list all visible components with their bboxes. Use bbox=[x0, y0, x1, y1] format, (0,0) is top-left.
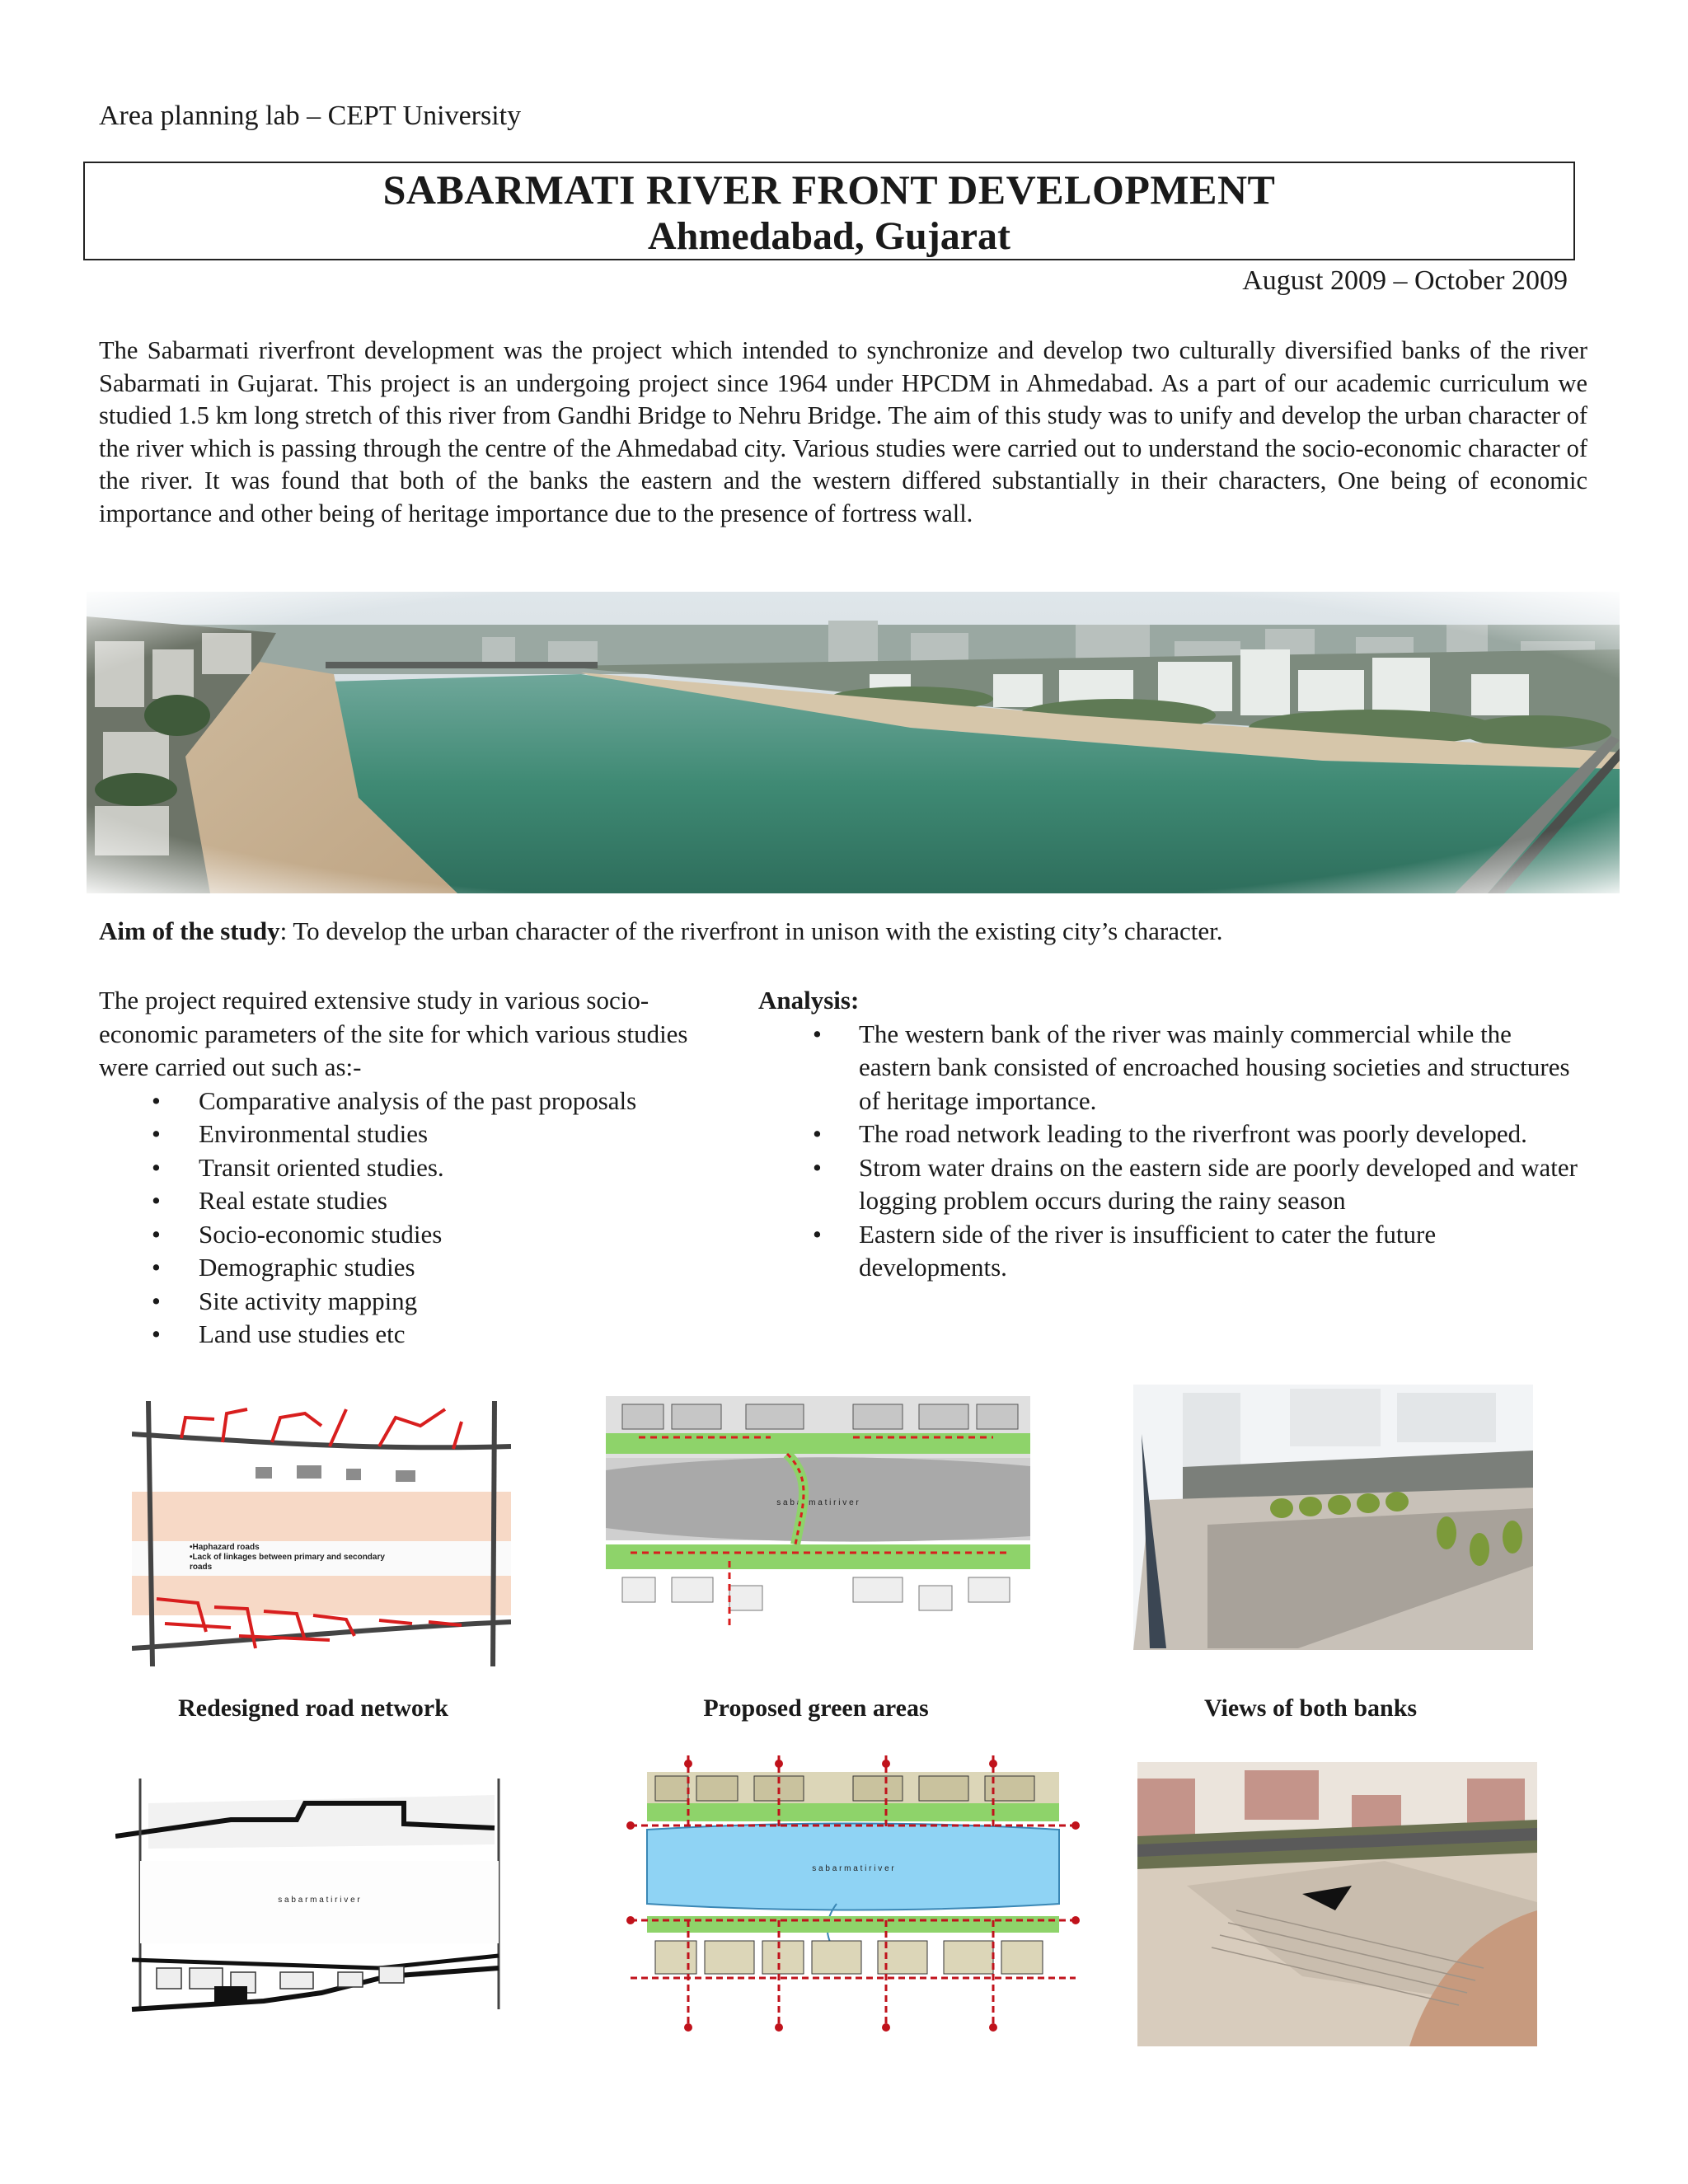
redesigned-road-network-map bbox=[115, 1770, 523, 2018]
aim-statement bbox=[99, 916, 1599, 946]
river-label: s a b a r m a t i r i v e r bbox=[812, 1864, 894, 1873]
list-item: • The road network leading to the riverfront was poorly developed. bbox=[758, 1118, 1582, 1151]
list-item: • Socio-economic studies bbox=[99, 1218, 742, 1252]
title-box bbox=[83, 162, 1575, 260]
map-note: roads bbox=[190, 1563, 213, 1572]
map-note: •Lack of linkages between primary and secondary bbox=[190, 1553, 385, 1562]
intro-paragraph: The Sabarmati riverfront development was the project which intended to synchronize and develop two culturally diversified banks of the river Sabarmati in Gujarat. This project is an undergoing project since 1964 under HPCDM in Ahmedabad. As a part of our academic curriculum we studied 1.5 km long stretch of this river from Gandhi Bridge to Nehru Bridge. The aim of this study was to unify and develop the urban character of the river which is passing through the centre of the Ahmedabad city. Various studies were carried out to understand the socio-economic character of the river. It was found that both of the banks the eastern and the western differed substantially in their characters, One being of economic importance and other being of heritage importance due to the presence of fortress wall. bbox=[99, 336, 1587, 527]
river-label: s a b a r m a t i r i v e r bbox=[278, 1896, 360, 1905]
studies-intro: The project required extensive study in various socio- economic parameters of the site for which various studies were carried out such as:- bbox=[99, 986, 688, 1081]
project-dates: August 2009 – October 2009 bbox=[1242, 265, 1568, 296]
green-areas-map-top bbox=[606, 1388, 1030, 1660]
list-item: • Transit oriented studies. bbox=[99, 1151, 742, 1185]
analysis-heading: Analysis: bbox=[758, 986, 860, 1015]
bank-view-render-top bbox=[1133, 1385, 1533, 1650]
aim-label: Aim of the study bbox=[99, 916, 280, 945]
list-item: • Eastern side of the river is insufficient to cater the future developments. bbox=[758, 1218, 1582, 1285]
list-item: • The western bank of the river was mainly commercial while the eastern bank consisted of encroached housing societies and structures of heritage importance. bbox=[758, 1018, 1582, 1118]
map-note: •Haphazard roads bbox=[190, 1543, 260, 1552]
caption-green: Proposed green areas bbox=[703, 1694, 929, 1722]
page-subtitle: Ahmedabad, Gujarat bbox=[647, 214, 1011, 258]
analysis-list bbox=[758, 1018, 1582, 1285]
studies-column bbox=[99, 984, 742, 1352]
list-item: • Strom water drains on the eastern side are poorly developed and water logging problem occurs during the rainy season bbox=[758, 1151, 1582, 1218]
caption-roads: Redesigned road network bbox=[178, 1694, 448, 1722]
aim-text: : To develop the urban character of the riverfront in unison with the existing city’s character. bbox=[279, 916, 1223, 945]
analysis-column bbox=[758, 984, 1582, 1285]
bank-view-render-bottom bbox=[1137, 1762, 1537, 2046]
page-title: SABARMATI RIVER FRONT DEVELOPMENT bbox=[382, 166, 1276, 213]
list-item: • Real estate studies bbox=[99, 1184, 742, 1218]
studies-list bbox=[99, 1085, 742, 1352]
list-item: • Land use studies etc bbox=[99, 1318, 742, 1352]
river-label: s a b a r m a t i r i v e r bbox=[776, 1498, 859, 1507]
existing-road-network-map bbox=[132, 1401, 511, 1666]
caption-views: Views of both banks bbox=[1203, 1694, 1418, 1722]
list-item: • Comparative analysis of the past proposals bbox=[99, 1085, 742, 1118]
green-areas-map-bottom bbox=[614, 1755, 1088, 2044]
lab-header: Area planning lab – CEPT University bbox=[99, 101, 522, 131]
list-item: • Environmental studies bbox=[99, 1118, 742, 1151]
river-panorama-photo bbox=[87, 592, 1620, 893]
list-item: • Demographic studies bbox=[99, 1251, 742, 1285]
list-item: • Site activity mapping bbox=[99, 1285, 742, 1319]
